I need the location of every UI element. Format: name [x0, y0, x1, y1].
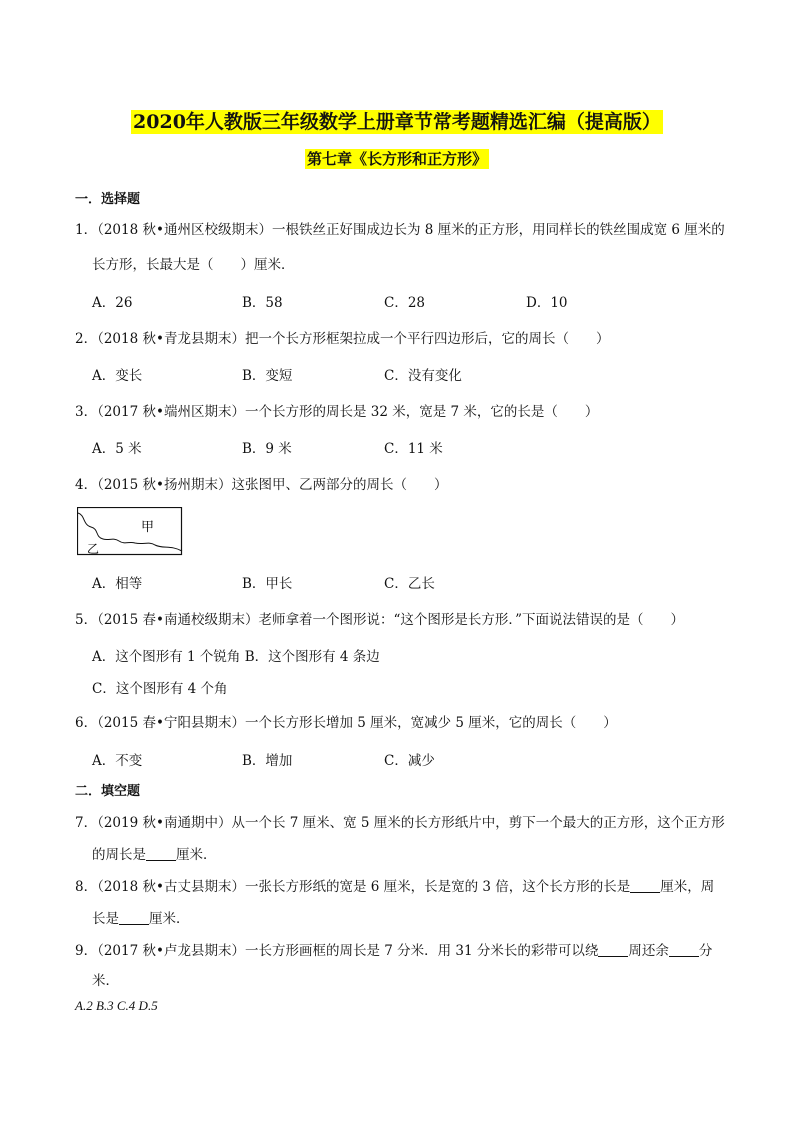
figure-label-jia: 甲	[141, 520, 155, 535]
question-1-text: 1．（2018 秋•通州区校级期末）一根铁丝正好围成边长为 8 厘米的正方形，用同样长的铁丝围成宽 6 厘米的	[75, 222, 725, 238]
question-7-text-cont: 的周长是 厘米．	[92, 847, 217, 863]
question-2-text: 2．（2018 秋•青龙县期末）把一个长方形框架拉成一个平行四边形后，它的周长（ ）	[75, 331, 610, 347]
question-5-option-c: C．这个图形有 4 个角	[92, 681, 228, 697]
answer-blank[interactable]	[669, 942, 699, 957]
question-9-text-cont: 米．	[92, 973, 119, 989]
option-b: B．甲长	[242, 576, 293, 592]
option-d: D．10	[526, 295, 568, 311]
section-heading-choice: 一．选择题	[75, 192, 141, 207]
stray-options-line: A.2 B.3 C.4 D.5	[75, 998, 158, 1013]
option-c: C．11 米	[384, 441, 443, 457]
figure-label-yi: 乙	[87, 542, 100, 556]
answer-blank[interactable]	[598, 942, 628, 957]
option-c: C．减少	[384, 753, 435, 769]
question-5-options-ab: A．这个图形有 1 个锐角 B．这个图形有 4 条边	[92, 649, 380, 665]
section-heading-fill: 二．填空题	[75, 784, 141, 799]
answer-blank[interactable]	[146, 846, 176, 861]
chapter-subtitle: 第七章《长方形和正方形》	[306, 150, 487, 168]
question-8-text-cont: 长是 厘米．	[92, 911, 190, 927]
option-c: C．28	[384, 295, 426, 311]
answer-blank[interactable]	[630, 878, 660, 893]
option-c: C．乙长	[384, 576, 435, 592]
option-b: B．58	[242, 295, 283, 311]
question-4-figure	[77, 507, 183, 561]
option-a: A．5 米	[92, 441, 142, 457]
question-8-text: 8．（2018 秋•古丈县期末）一张长方形纸的宽是 6 厘米，长是宽的 3 倍，这个长方形的长是 厘米，周	[75, 879, 715, 895]
option-c: C．没有变化	[384, 368, 462, 384]
question-1-text-cont: 长方形，长最大是（ ）厘米．	[92, 257, 295, 273]
question-6-text: 6．（2015 春•宁阳县期末）一个长方形长增加 5 厘米，宽减少 5 厘米，它的周长（ ）	[75, 715, 617, 731]
question-3-text: 3．（2017 秋•端州区期末）一个长方形的周长是 32 米，宽是 7 米，它的长是（ ）	[75, 404, 599, 420]
question-9-text: 9．（2017 秋•卢龙县期末）一长方形画框的周长是 7 分米．用 31 分米长的彩带可以绕 周还余 分	[75, 943, 713, 959]
option-a: A．不变	[92, 753, 143, 769]
question-5-text: 5．（2015 春•南通校级期末）老师拿着一个图形说：“这个图形是长方形．”下面说法错误的是（ ）	[75, 612, 685, 628]
question-4-text: 4．（2015 秋•扬州期末）这张图甲、乙两部分的周长（ ）	[75, 477, 448, 493]
option-a: A．26	[92, 295, 133, 311]
option-a: A．变长	[92, 368, 143, 384]
document-title: 2020年人教版三年级数学上册章节常考题精选汇编（提高版）	[133, 111, 661, 133]
option-b: B．9 米	[242, 441, 292, 457]
question-7-text: 7．（2019 秋•南通期中）从一个长 7 厘米、宽 5 厘米的长方形纸片中，剪下一个最大的正方形，这个正方形	[75, 815, 725, 831]
option-a: A．相等	[92, 576, 143, 592]
option-b: B．变短	[242, 368, 293, 384]
answer-blank[interactable]	[119, 910, 149, 925]
option-b: B．增加	[242, 753, 293, 769]
